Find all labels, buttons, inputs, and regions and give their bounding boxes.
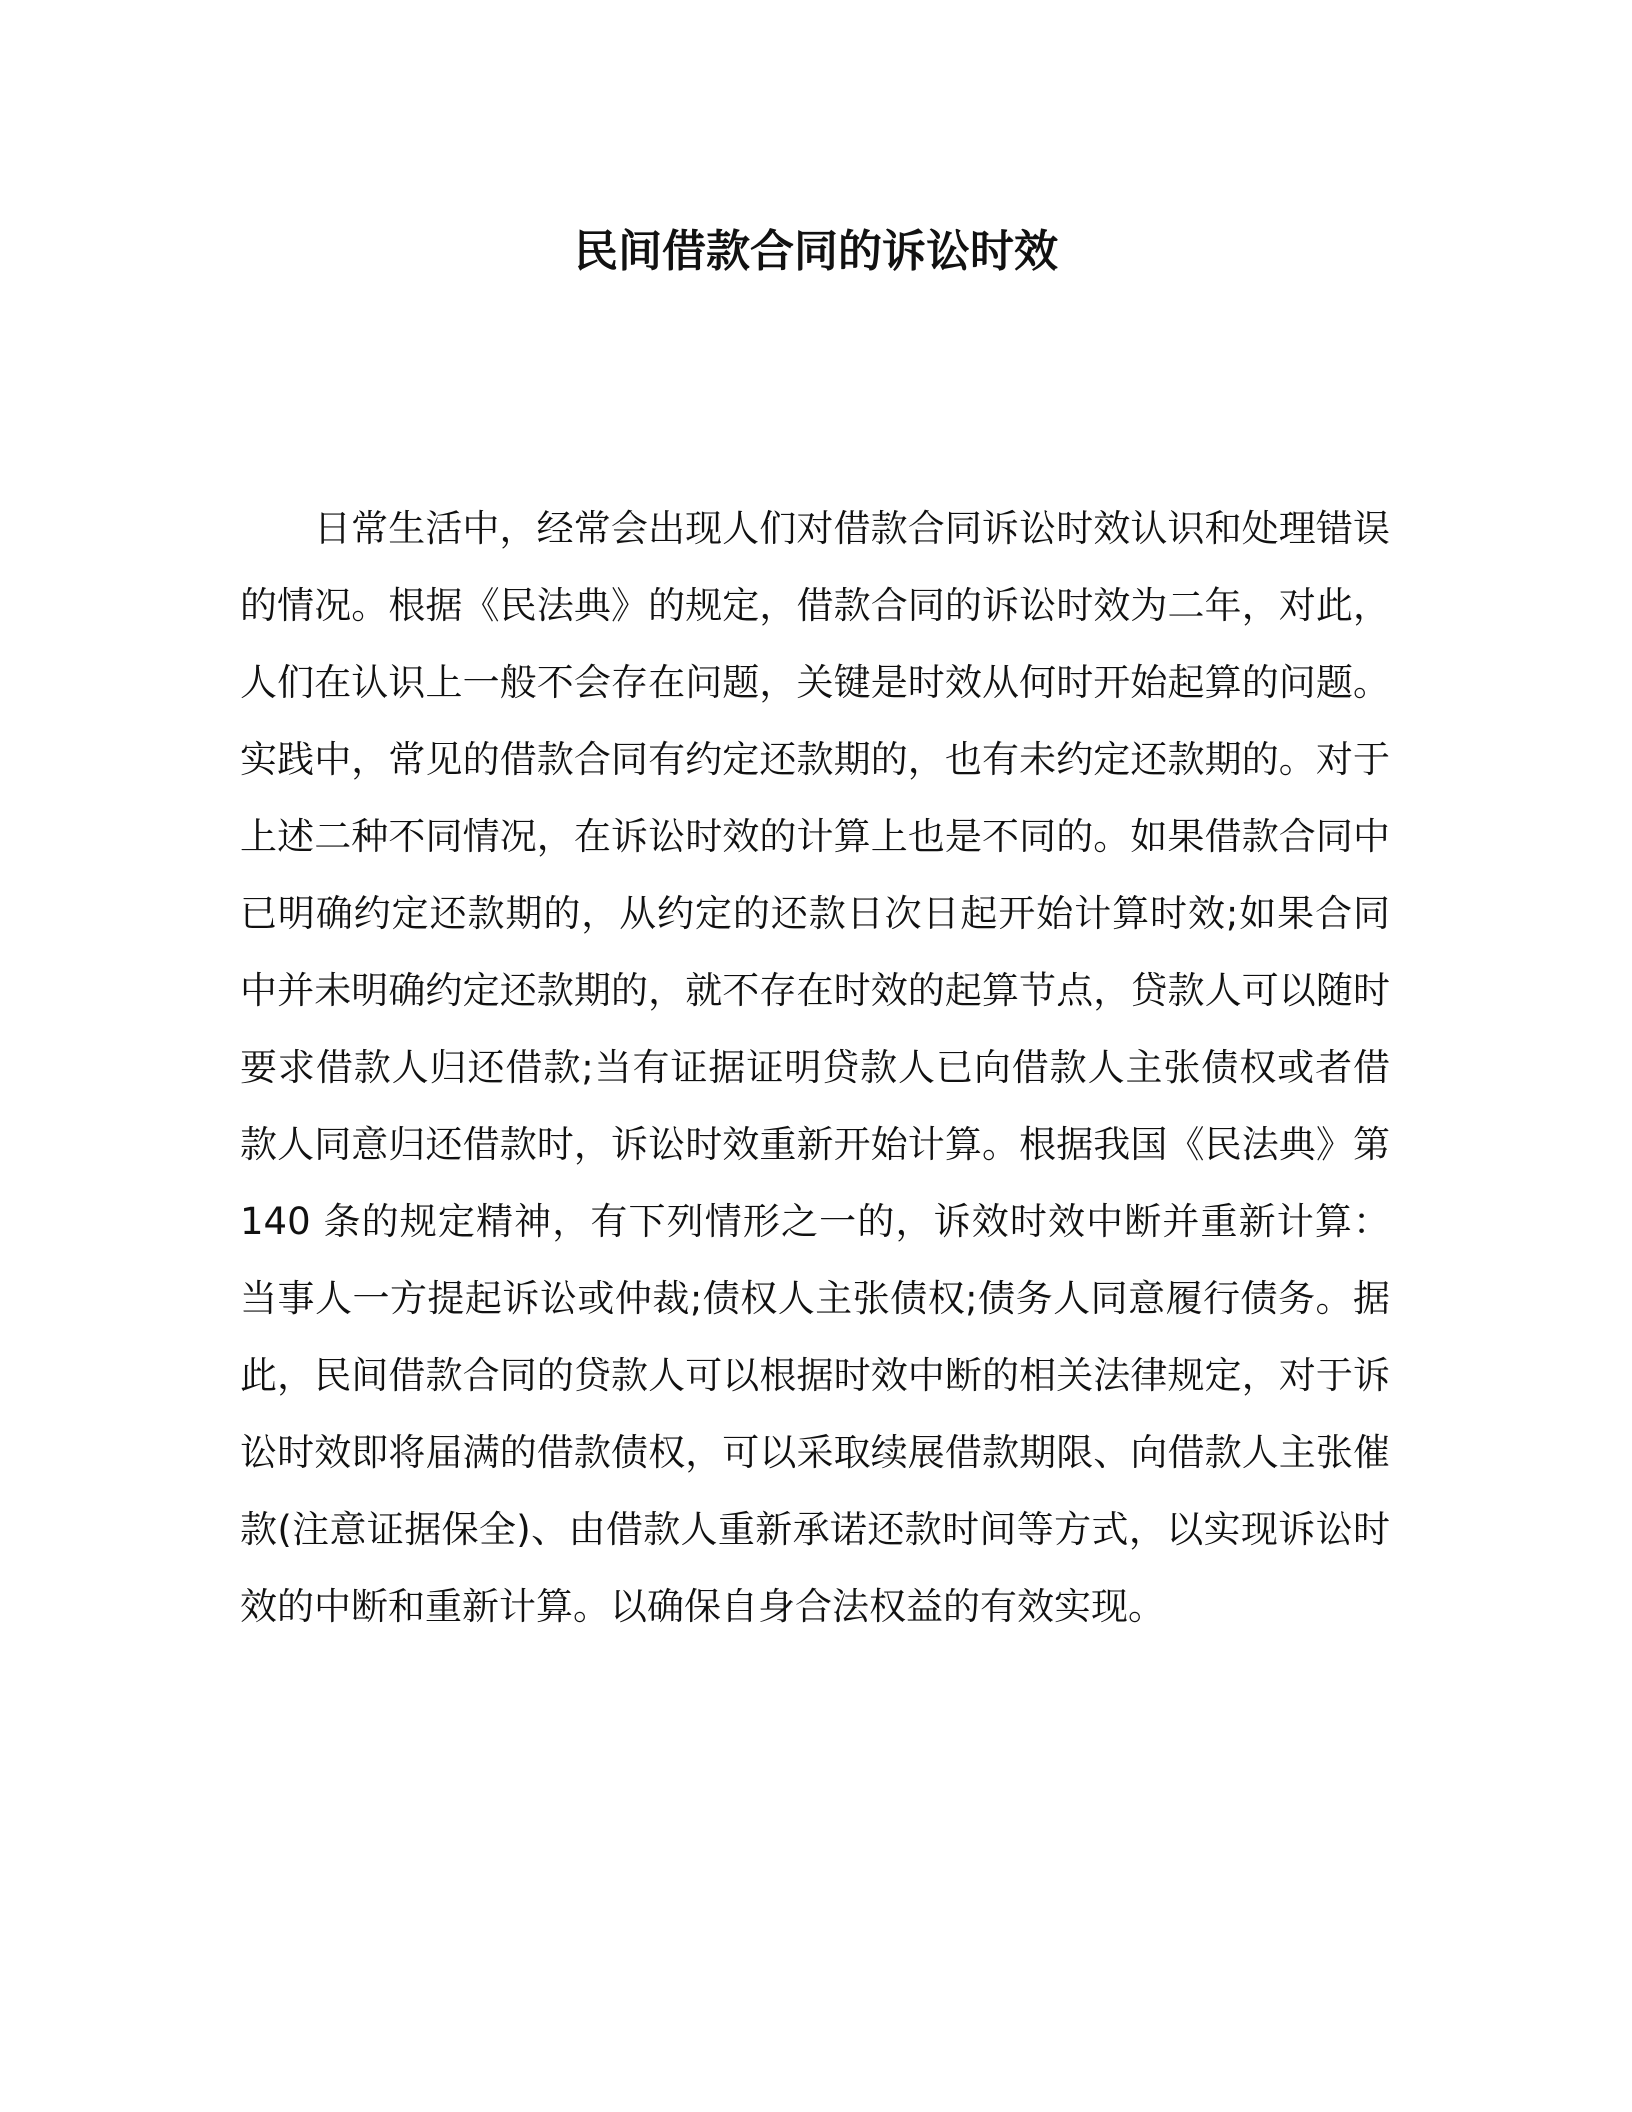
document-body-paragraph: 日常生活中，经常会出现人们对借款合同诉讼时效认识和处理错误的情况。根据《民法典》的规定，借款合同的诉讼时效为二年，对此，人们在认识上一般不会存在问题，关键是时效从何时开始起算的问题。实践中，常见的借款合同有约定还款期的，也有未约定还款期的。对于上述二种不同情况，在诉讼时效的计算上也是不同的。如果借款合同中已明确约定还款期的，从约定的还款日次日起开始计算时效;如果合同中并未明确约定还款期的，就不存在时效的起算节点，贷款人可以随时要求借款人归还借款;当有证据证明贷款人已向借款人主张债权或者借款人同意归还借款时，诉讼时效重新开始计算。根据我国《民法典》第 140 条的规定精神，有下列情形之一的，诉效时效中断并重新计算：当事人一方提起诉讼或仲裁;债权人主张债权;债务人同意履行债务。据此，民间借款合同的贷款人可以根据时效中断的相关法律规定，对于诉讼时效即将届满的借款债权，可以采取续展借款期限、向借款人主张催款(注意证据保全)、由借款人重新承诺还款时间等方式，以实现诉讼时效的中断和重新计算。以确保自身合法权益的有效实现。 — [240, 507, 1390, 1628]
document-title: 民间借款合同的诉讼时效 — [574, 226, 1058, 277]
